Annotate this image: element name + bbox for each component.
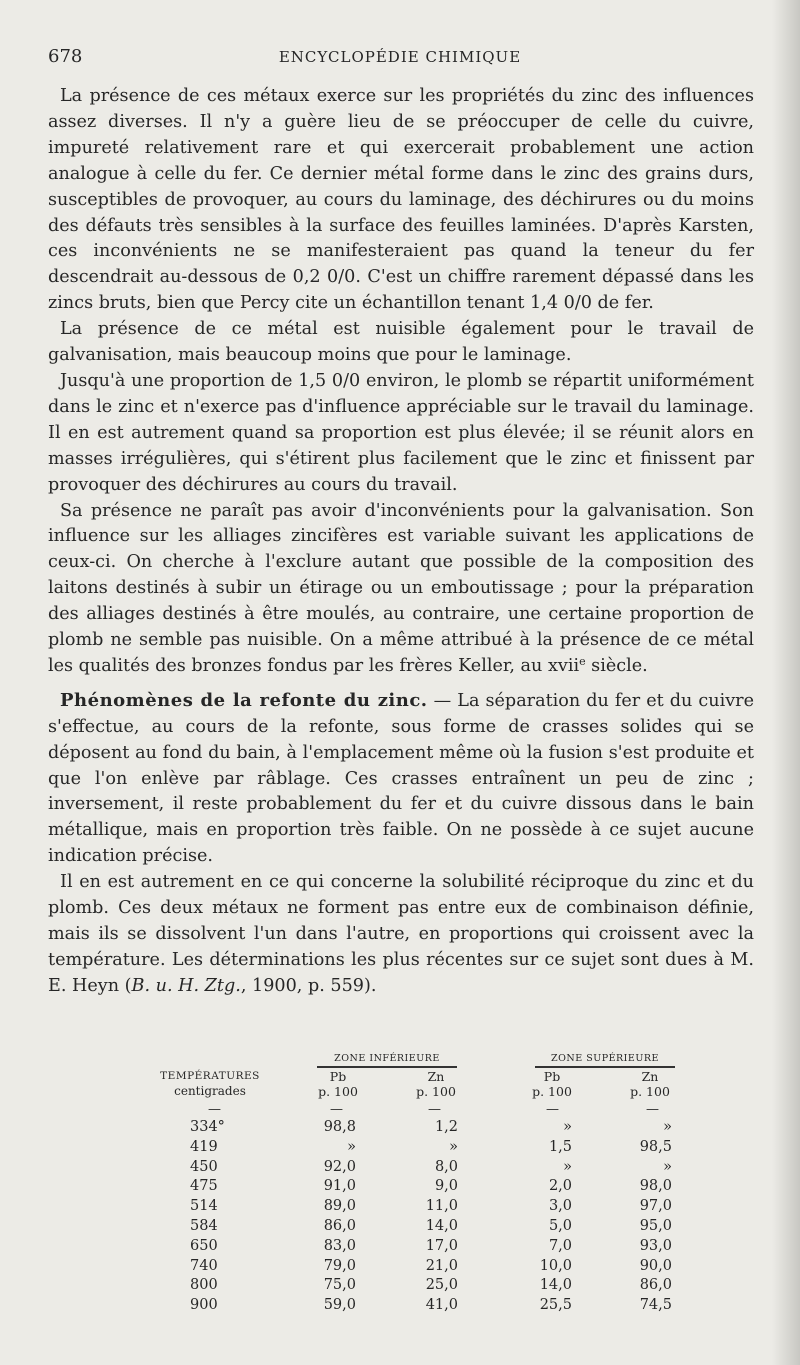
header-pb-sup: [512, 1069, 592, 1099]
paragraph-4-text: Sa présence ne paraît pas avoir d'inconvénients pour la galvanisation. Son influence sur les alliages zincifères est variable suivant les applications de ceux-ci. On cherche à l'exclure autant que possible de la composition des laitons destinés à subir un étirage ou un emboutissage ; pour la préparation des alliages destinés à être moulés, au contraire, une certaine proportion de plomb ne semble pas nuisible. On a même attribué à la présence de ce métal les qualités des bronzes fondus par les frères Keller, au xvii: [48, 500, 754, 676]
cell-pb-sup: »: [563, 1119, 572, 1135]
dash-pb-sup: —: [546, 1102, 559, 1117]
cell-zn-sup: 98,0: [639, 1178, 672, 1195]
running-title: ENCYCLOPÉDIE CHIMIQUE: [278, 48, 522, 66]
cell-temp: 419: [190, 1138, 218, 1155]
century-superscript: e: [579, 654, 586, 668]
header-zn-inf-name: Zn: [427, 1069, 445, 1084]
cell-pb-sup: 14,0: [539, 1277, 572, 1294]
dash-temp: —: [208, 1102, 221, 1117]
table-row: [150, 1218, 710, 1238]
paragraph-1: La présence de ces métaux exerce sur les propriétés du zinc des influences assez diverses. Il n'y a guère lieu de se préoccuper de celle du cuivre, impureté relativement rare et qui exercerait probablement une action analogue à celle du fer. Ce dernier métal forme dans le zinc des grains durs, susceptibles de provoquer, au cours du laminage, des déchirures ou du moins des défauts très sensibles à la surface des feuilles laminées. D'après Karsten, ces inconvénients ne se manifesteraient pas quand la teneur du fer descendrait au-dessous de 0,2 0/0. C'est un chiffre rarement dépassé dans les zincs bruts, bien que Percy cite un échantillon tenant 1,4 0/0 de fer.: [48, 86, 754, 314]
header-pb-sup-unit: p. 100: [532, 1084, 572, 1099]
header-zn-inf-unit: p. 100: [416, 1084, 456, 1099]
cell-pb-inf: 83,0: [323, 1237, 356, 1254]
cell-pb-inf: »: [347, 1138, 356, 1155]
header-pb-sup-name: Pb: [543, 1069, 561, 1084]
cell-zn-sup: »: [663, 1158, 672, 1175]
cell-zn-sup: 86,0: [639, 1277, 672, 1294]
cell-pb-sup: 3,0: [548, 1198, 572, 1215]
zone-superieure-rule: [535, 1066, 675, 1068]
dash-zn-inf: —: [428, 1102, 441, 1117]
section-paragraph: [48, 688, 754, 870]
cell-temp: 584: [190, 1217, 218, 1234]
table-body: [150, 1119, 710, 1317]
cell-zn-inf: 9,0: [434, 1178, 458, 1195]
cell-temp: 514: [190, 1198, 218, 1215]
cell-zn-inf: »: [449, 1138, 458, 1155]
running-head: [48, 46, 752, 72]
zone-inferieure-label: ZONE INFÉRIEURE: [334, 1053, 440, 1064]
cell-zn-sup: 98,5: [639, 1138, 672, 1155]
cell-pb-inf: 86,0: [323, 1217, 356, 1234]
zone-inferieure-rule: [317, 1066, 457, 1068]
cell-pb-sup: »: [563, 1158, 572, 1175]
table-row: [150, 1277, 710, 1297]
cell-pb-sup: 2,0: [548, 1178, 572, 1195]
paragraph-last: [48, 870, 754, 1000]
cell-zn-inf: 21,0: [425, 1257, 458, 1274]
section-text: — La séparation du fer et du cuivre s'effectue, au cours de la refonte, sous forme de crasses solides qui se déposent au fond du bain, à l'emplacement même où la fusion s'est produite et que l'on enlève par râblage. Ces crasses entraînent un peu de zinc ; inversement, il reste probablement du fer et du cuivre dissous dans le bain métallique, mais en proportion très faible. On ne possède à ce sujet aucune indication précise.: [48, 690, 755, 867]
zone-superieure-label: ZONE SUPÉRIEURE: [551, 1053, 659, 1064]
cell-pb-inf: 98,8: [323, 1119, 356, 1135]
cell-pb-sup: 25,5: [539, 1297, 572, 1314]
cell-temp: 475: [190, 1178, 218, 1195]
cell-pb-inf: 91,0: [323, 1178, 356, 1195]
cell-zn-sup: »: [663, 1119, 672, 1135]
cell-pb-sup: 10,0: [539, 1257, 572, 1274]
cell-zn-inf: 8,0: [434, 1158, 458, 1175]
dash-pb-inf: —: [330, 1102, 343, 1117]
table-row: [150, 1238, 710, 1258]
citation: B. u. H. Ztg.: [131, 975, 241, 996]
cell-zn-sup: 74,5: [639, 1297, 672, 1314]
last-before: Il en est autrement en ce qui concerne la solubilité réciproque du zinc et du plomb. Ces deux métaux ne forment pas entre eux de combinaison définie, mais ils se dissolvent l'un dans l'autre, en proportions qui croissent avec la température. Les déterminations les plus récentes sur ce sujet sont dues à M. E. Heyn (: [48, 872, 754, 996]
last-after: , 1900, p. 559).: [240, 975, 377, 996]
cell-pb-inf: 75,0: [323, 1277, 356, 1294]
table-row: [150, 1139, 710, 1159]
cell-zn-inf: 11,0: [425, 1198, 458, 1215]
cell-zn-sup: 93,0: [639, 1237, 672, 1254]
cell-pb-inf: 89,0: [323, 1198, 356, 1215]
cell-zn-inf: 1,2: [434, 1119, 458, 1135]
header-zn-sup-name: Zn: [641, 1069, 659, 1084]
cell-temp: 334°: [190, 1119, 225, 1135]
cell-zn-sup: 97,0: [639, 1198, 672, 1215]
header-pb-inf-unit: p. 100: [318, 1084, 358, 1099]
cell-pb-inf: 79,0: [323, 1257, 356, 1274]
cell-zn-inf: 17,0: [425, 1237, 458, 1254]
table-row: [150, 1159, 710, 1179]
section-heading: Phénomènes de la refonte du zinc.: [60, 689, 428, 711]
page-number: 678: [48, 46, 83, 67]
dash-zn-sup: —: [646, 1102, 659, 1117]
temperature-header-title: TEMPÉRATURES: [160, 1070, 260, 1082]
table-row: [150, 1119, 710, 1139]
cell-zn-sup: 90,0: [639, 1257, 672, 1274]
header-pb-inf-name: Pb: [329, 1069, 347, 1084]
cell-zn-inf: 25,0: [425, 1277, 458, 1294]
cell-pb-sup: 5,0: [548, 1217, 572, 1234]
cell-pb-sup: 7,0: [548, 1237, 572, 1254]
cell-temp: 800: [190, 1277, 218, 1294]
cell-pb-inf: 59,0: [323, 1297, 356, 1314]
cell-pb-sup: 1,5: [548, 1138, 572, 1155]
body-text: [48, 84, 754, 1000]
paragraph-3: Jusqu'à une proportion de 1,5 0/0 environ, le plomb se répartit uniformément dans le zinc et n'exerce pas d'influence appréciable sur le travail du laminage. Il en est autrement quand sa proportion est plus élevée; il se réunit alors en masses irrégulières, qui s'étirent plus facilement que le zinc et finissent par provoquer des déchirures au cours du travail.: [48, 370, 754, 495]
header-zn-sup: [610, 1069, 690, 1099]
cell-temp: 450: [190, 1158, 218, 1175]
table-row: [150, 1297, 710, 1317]
temperature-header-sub: centigrades: [174, 1084, 246, 1098]
header-zn-inf: [396, 1069, 476, 1099]
cell-temp: 900: [190, 1297, 218, 1314]
temperature-header: [150, 1069, 270, 1099]
cell-zn-sup: 95,0: [639, 1217, 672, 1234]
header-zn-sup-unit: p. 100: [630, 1084, 670, 1099]
paragraph-2: La présence de ce métal est nuisible également pour le travail de galvanisation, mais beaucoup moins que pour le laminage.: [48, 319, 754, 366]
table-row: [150, 1178, 710, 1198]
cell-pb-inf: 92,0: [323, 1158, 356, 1175]
cell-temp: 650: [190, 1237, 218, 1254]
cell-temp: 740: [190, 1257, 218, 1274]
paragraph-4: [48, 499, 754, 680]
paragraph-4-end: siècle.: [585, 655, 648, 676]
cell-zn-inf: 14,0: [425, 1217, 458, 1234]
header-pb-inf: [298, 1069, 378, 1099]
page-edge-shadow: [772, 0, 800, 1365]
table-row: [150, 1258, 710, 1278]
cell-zn-inf: 41,0: [425, 1297, 458, 1314]
table-row: [150, 1198, 710, 1218]
